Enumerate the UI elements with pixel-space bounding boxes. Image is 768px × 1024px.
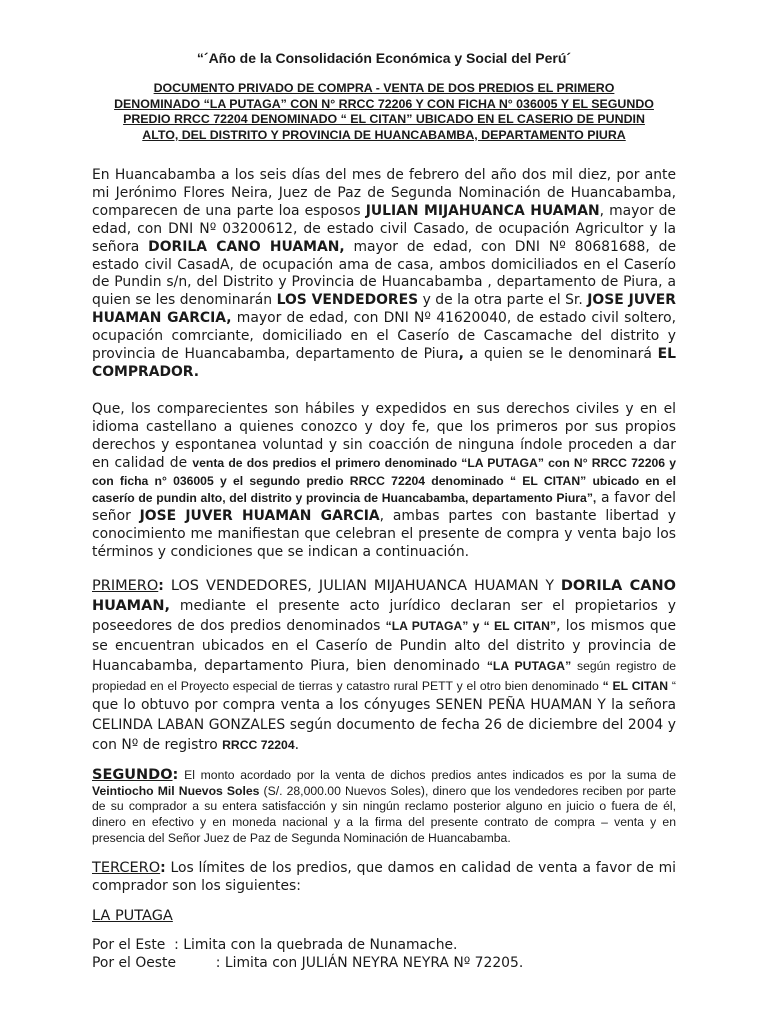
text: , los mismos que se encuentran ubicados en el Caserío de Pundin alto del distrito y provincia de Huancabamba, departamento Piura, bien denominado — [92, 617, 676, 674]
text: que lo obtuvo por compra venta a los cónyuges SENEN PEÑA HUAMAN Y la señora CELINDA LABAN GONZALES según documento de fecha 26 de diciembre del 2004 y con Nº de registro — [92, 697, 676, 754]
limit-direction: Por el Este — [92, 936, 175, 953]
spacer — [92, 846, 676, 860]
seller-name: JULIAN MIJAHUANCA HUAMAN — [365, 202, 600, 219]
motto-line: “´Año de la Consolidación Económica y Social del Perú´ — [196, 50, 572, 66]
spacer — [92, 926, 676, 937]
text: mayor de edad, con DNI Nº 80681688, de estado civil CasadA, de ocupación ama de casa, ambos domiciliados en el Caserío de Pundin s/n, del Distrito y Provincia de Huancabamba , departamento de Piura, a quien se les denominarán — [92, 238, 676, 309]
buyer-term: EL COMPRADOR. — [92, 346, 676, 380]
text: según registro de propiedad en el Proyecto especial de tierras y catastro rural PETT y el otro bien denominado — [92, 658, 677, 693]
text: . — [294, 737, 300, 754]
text: : — [158, 578, 164, 595]
limit-direction: Por el Oeste — [92, 954, 216, 971]
clause-heading: TERCERO — [92, 860, 161, 877]
limit-value: : Limita con la quebrada de Nunamache. — [174, 936, 458, 953]
property-name: “ EL CITAN — [602, 678, 669, 693]
text: , ambas partes con bastante libertad y conocimiento me manifiestan que celebran el presente de compra y venta bajo los términos y condiciones que se indican a continuación. — [92, 508, 677, 561]
text: : — [172, 767, 179, 784]
buyer-name: JOSE JUVER HUAMAN GARCIA — [139, 508, 380, 525]
text: “ — [668, 678, 676, 693]
seller-wife-name: DORILA CANO HUAMAN, — [148, 238, 345, 255]
text: , — [458, 346, 464, 363]
spacer — [92, 756, 676, 768]
buyer-name: JOSE JUVER HUAMAN GARCIA, — [92, 292, 676, 327]
text: (S/. 28,000.00 Nuevos Soles), dinero que los vendedores reciben por parte de su comprador a su entera satisfacción y sin ningún reclamo posterior alguno en juicio o fuera de él, dinero en efectivo y en moneda nacional y a la firma del presente contrato de compra – venta y en presencia del Señor Juez de Paz de Segunda Nominación de Huancabamba. — [92, 783, 676, 845]
paragraph-capacity — [92, 401, 676, 562]
clause-segundo — [92, 768, 676, 846]
property-name: “LA PUTAGA” — [486, 658, 572, 673]
text: Los límites de los predios, que damos en calidad de venta a favor de mi comprador son los siguientes: — [92, 860, 676, 895]
clause-primero — [92, 577, 676, 756]
text: Y — [538, 578, 561, 595]
limit-row — [92, 937, 676, 955]
limit-value: : Limita con JULIÁN NEYRA NEYRA Nº 72205. — [215, 954, 524, 971]
seller-wife-name: DORILA CANO HUAMAN, — [92, 578, 676, 614]
sale-amount: Veintiocho Mil Nuevos Soles — [92, 783, 260, 798]
text: , mayor de edad, con DNI Nº 03200612, de estado civil Casado, de ocupación Agricultor y la señora — [92, 202, 676, 255]
sellers-names: LOS VENDEDORES, JULIAN MIJAHUANCA HUAMAN — [163, 578, 539, 595]
sellers-term: LOS VENDEDORES — [276, 292, 419, 309]
text: mediante el presente acto jurídico declaran ser el propietarios y poseedores de dos predios denominados — [92, 597, 676, 634]
spacer — [92, 896, 676, 908]
clause-heading: PRIMERO — [92, 578, 159, 595]
document-title: DOCUMENTO PRIVADO DE COMPRA - VENTA DE DOS PREDIOS EL PRIMERO DENOMINADO “LA PUTAGA” CON N° RRCC 72206 Y CON FICHA N° 036005 Y EL SEGUNDO PREDIO RRCC 72204 DENOMINADO “ EL CITAN” UBICADO EN EL CASERIO DE PUNDIN ALTO, DEL DISTRITO Y PROVINCIA DE HUANCABAMBA, DEPARTAMENTO PIURA — [114, 81, 654, 142]
text: El monto acordado por la venta de dichos predios antes indicados es por la suma de — [178, 768, 676, 783]
spacer — [92, 382, 676, 401]
limits-list — [92, 937, 676, 973]
clause-tercero — [92, 860, 676, 896]
paragraph-parties — [92, 167, 676, 382]
text: En Huancabamba a los seis días del mes de febrero del año dos mil diez, por ante mi Jerónimo Flores Neira, Juez de Paz de Segunda Nominación de Huancabamba, comparecen de una parte loa esposos — [92, 167, 676, 219]
property-names: “LA PUTAGA” y “ EL CITAN” — [385, 618, 557, 633]
text: mayor de edad, con DNI Nº 41620040, de estado civil soltero, ocupación comrciante, domiciliado en el Caserío de Cascamache del distrito y provincia de Huancabamba, departamento de Piura — [92, 310, 676, 363]
limit-row — [92, 955, 676, 973]
registry-number: RRCC 72204 — [222, 738, 295, 753]
text: : — [160, 860, 166, 877]
text: a favor del señor — [92, 490, 676, 525]
spacer — [92, 562, 676, 577]
text: a quien se le denominará — [463, 346, 658, 363]
text: y de la otra parte el Sr. — [418, 292, 588, 309]
sale-object: venta de dos predios el primero denominado “LA PUTAGA” con N° RRCC 72206 y con ficha n° 036005 y el segundo predio RRCC 72204 denominado “ EL CITAN” ubicado en el caserío de pundin alto, del distrito y provincia de Huancabamba, departamento Piura”, — [92, 455, 676, 506]
section-heading: LA PUTAGA — [92, 907, 173, 924]
text: Que, los comparecientes son hábiles y expedidos en sus derechos civiles y en el idioma castellano a quienes conozco y doy fe, que los primeros por sus propios derechos y espontanea voluntad y sin coacción de ninguna índole proceden a dar en calidad de — [92, 400, 676, 471]
clause-heading: SEGUNDO — [92, 767, 173, 784]
document-body — [92, 167, 676, 973]
